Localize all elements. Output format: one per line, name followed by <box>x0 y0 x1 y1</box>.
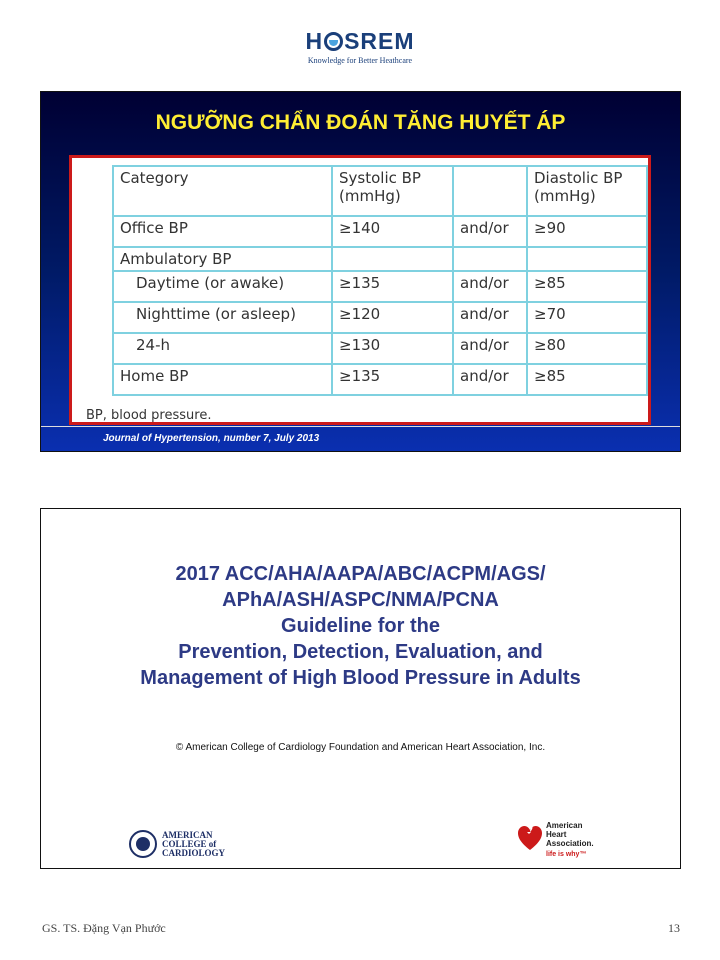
title-line: 2017 ACC/AHA/AAPA/ABC/ACPM/AGS/ <box>175 563 546 585</box>
aha-wordmark <box>546 821 594 859</box>
page-number: 13 <box>668 921 680 935</box>
table-footnote: BP, blood pressure. <box>86 408 212 423</box>
table-panel <box>69 155 651 425</box>
diastolic-cell <box>527 247 647 271</box>
aha-slogan: life is why™ <box>546 851 587 858</box>
acc-line: AMERICAN <box>162 829 213 840</box>
journal-citation-bar <box>41 426 680 452</box>
journal-citation: Journal of Hypertension, number 7, July 2013 <box>103 433 320 444</box>
logo-letters-srem: SREM <box>344 28 415 54</box>
hosrem-logo <box>0 28 720 65</box>
table-header-row <box>113 166 647 216</box>
logo-tagline: Knowledge for Better Heathcare <box>307 56 413 65</box>
title-line: Management of High Blood Pressure in Adults <box>140 667 581 689</box>
systolic-cell: ≥120 <box>332 302 453 333</box>
header-cell: Category <box>113 166 332 216</box>
aha-logo <box>517 821 594 859</box>
diastolic-cell: ≥90 <box>527 216 647 247</box>
copyright-notice: © American College of Cardiology Foundation and American Heart Association, Inc. <box>175 742 546 753</box>
category-cell: Daytime (or awake) <box>113 271 332 302</box>
diastolic-cell: ≥80 <box>527 333 647 364</box>
aha-line: Association. <box>546 839 594 848</box>
aha-line: Heart <box>546 830 567 839</box>
header-cell: Systolic BP (mmHg) <box>332 166 453 216</box>
category-cell: Ambulatory BP <box>113 247 332 271</box>
systolic-cell <box>332 247 453 271</box>
systolic-cell: ≥130 <box>332 333 453 364</box>
table-row <box>113 247 647 271</box>
author-credit: GS. TS. Đặng Vạn Phước <box>42 921 166 935</box>
table-row <box>113 333 647 364</box>
operator-cell: and/or <box>453 302 527 333</box>
table-row <box>113 302 647 333</box>
operator-cell <box>453 247 527 271</box>
guideline-title <box>41 561 680 691</box>
logo-wordmark <box>305 28 414 55</box>
operator-cell: and/or <box>453 333 527 364</box>
aha-line: American <box>546 821 583 830</box>
logo-letter-h: H <box>305 28 324 54</box>
operator-cell: and/or <box>453 271 527 302</box>
operator-cell: and/or <box>453 364 527 395</box>
header-cell <box>453 166 527 216</box>
table-row <box>113 364 647 395</box>
operator-cell: and/or <box>453 216 527 247</box>
category-cell: Home BP <box>113 364 332 395</box>
acc-line: COLLEGE of <box>162 838 217 849</box>
acc-seal-icon <box>129 830 157 858</box>
title-line: Guideline for the <box>281 615 440 637</box>
bp-threshold-table <box>112 165 648 396</box>
category-cell: Nighttime (or asleep) <box>113 302 332 333</box>
category-cell: 24-h <box>113 333 332 364</box>
systolic-cell: ≥135 <box>332 271 453 302</box>
systolic-cell: ≥140 <box>332 216 453 247</box>
title-line: APhA/ASH/ASPC/NMA/PCNA <box>222 589 499 611</box>
title-line: Prevention, Detection, Evaluation, and <box>178 641 543 663</box>
category-cell: Office BP <box>113 216 332 247</box>
acc-line: CARDIOLOGY <box>162 847 226 858</box>
diastolic-cell: ≥70 <box>527 302 647 333</box>
diastolic-cell: ≥85 <box>527 271 647 302</box>
header-cell: Diastolic BP (mmHg) <box>527 166 647 216</box>
diastolic-cell: ≥85 <box>527 364 647 395</box>
acc-logo <box>129 830 225 858</box>
slide-guideline-title <box>40 508 681 869</box>
globe-icon <box>324 32 343 51</box>
systolic-cell: ≥135 <box>332 364 453 395</box>
table-row <box>113 271 647 302</box>
acc-wordmark <box>162 831 225 858</box>
table-row <box>113 216 647 247</box>
slide-title: NGƯỠNG CHẨN ĐOÁN TĂNG HUYẾT ÁP <box>155 111 566 134</box>
slide-bp-thresholds <box>40 91 681 452</box>
heart-torch-icon <box>517 821 543 851</box>
